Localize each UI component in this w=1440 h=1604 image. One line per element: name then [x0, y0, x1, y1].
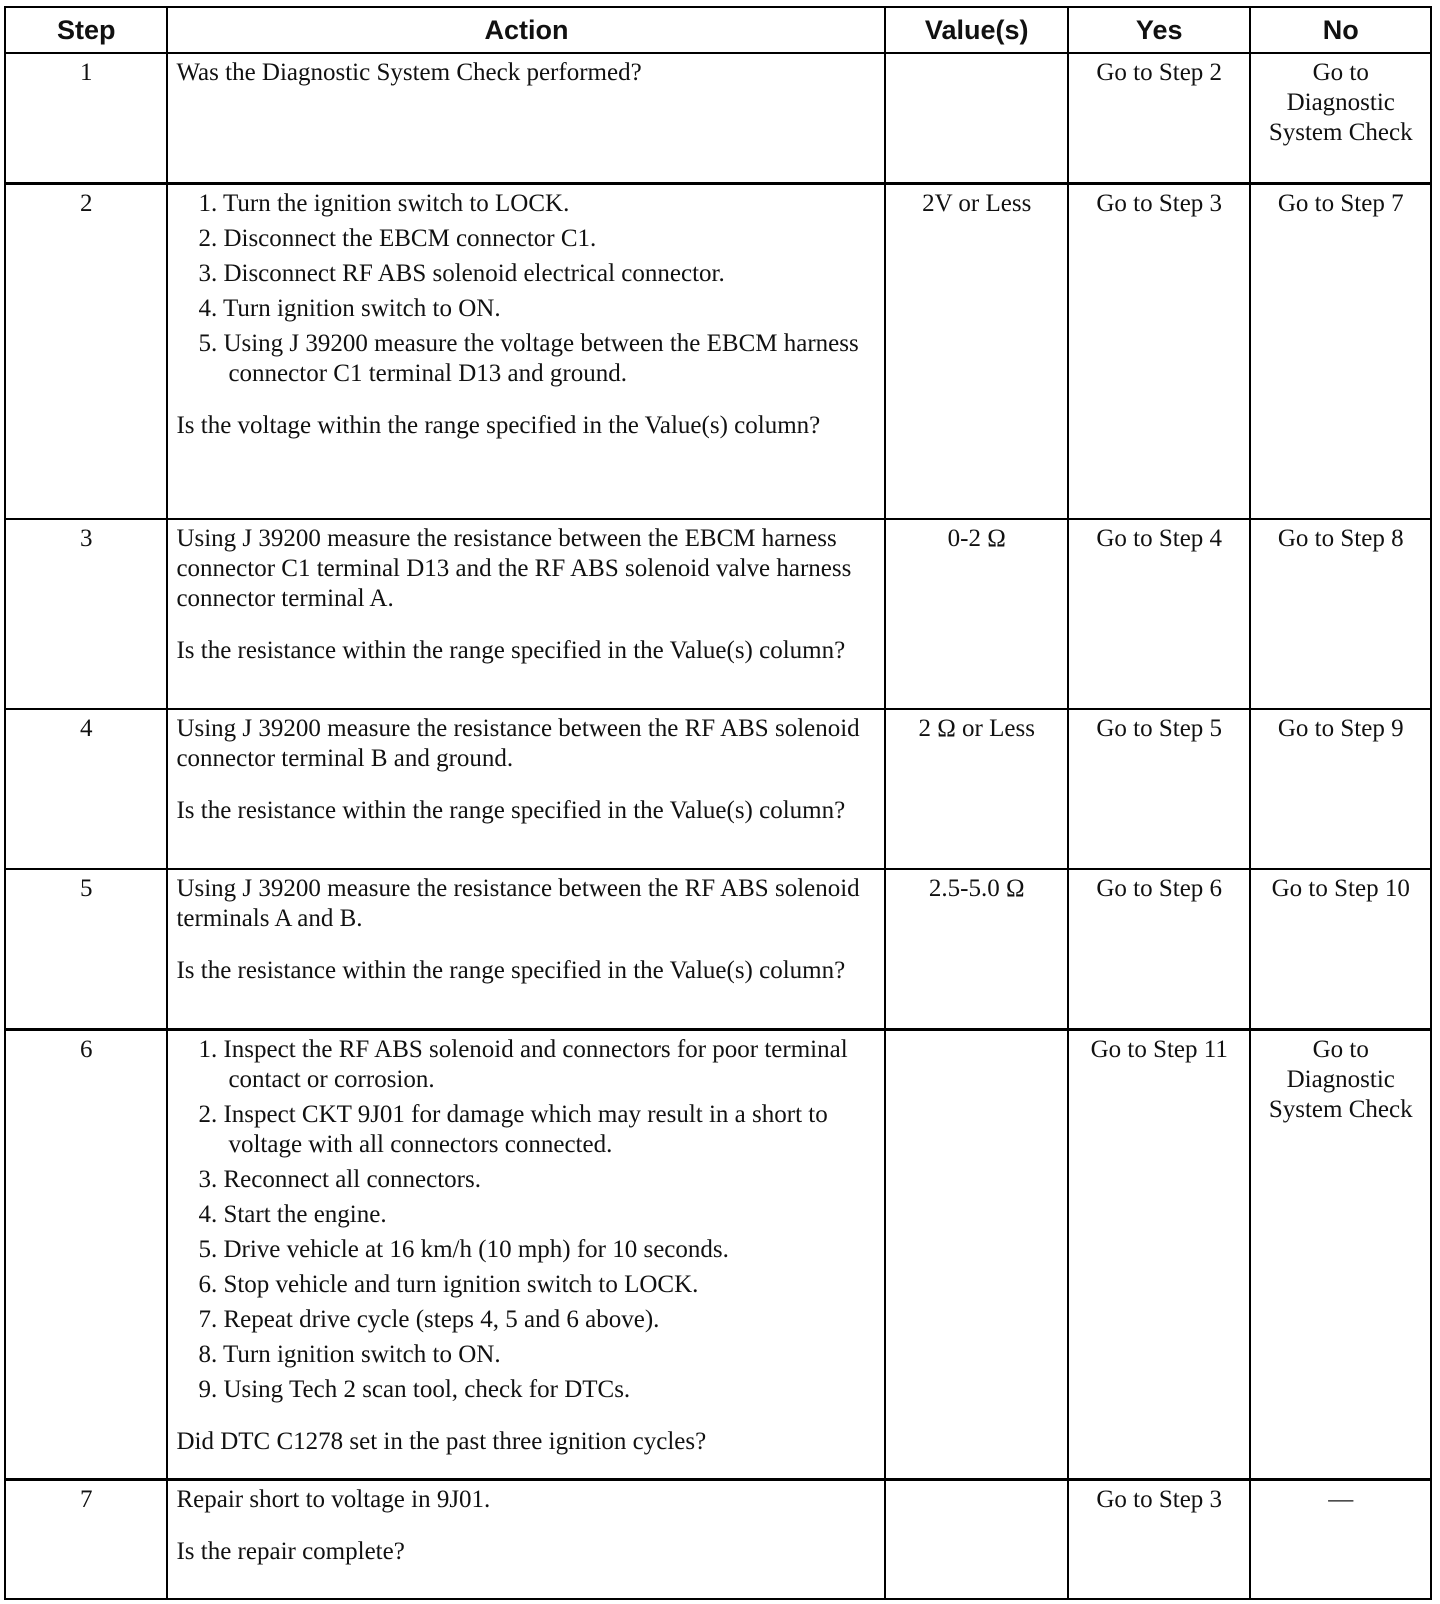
- header-row: [5, 7, 1431, 53]
- header-step: Step: [5, 7, 167, 53]
- question-text: Is the resistance within the range specified in the Value(s) column?: [176, 957, 846, 984]
- substep: 2. Inspect CKT 9J01 for damage which may result in a short to voltage with all connectors connected.: [198, 1100, 828, 1158]
- value-cell: 2V or Less: [885, 183, 1068, 519]
- no-cell: Go to Step 7: [1250, 183, 1431, 519]
- step-number: 6: [5, 1029, 167, 1479]
- no-cell: Go to Step 10: [1250, 869, 1431, 1029]
- no-cell: Go to Diagnostic System Check: [1250, 53, 1431, 183]
- substep: 1. Inspect the RF ABS solenoid and connectors for poor terminal contact or corrosion.: [198, 1035, 848, 1093]
- substep: 6. Stop vehicle and turn ignition switch to LOCK.: [198, 1270, 699, 1298]
- value-cell: 0-2 Ω: [885, 519, 1068, 709]
- action-text: Using J 39200 measure the resistance between the RF ABS solenoid connector terminal B and ground.: [176, 715, 860, 772]
- action-cell: [167, 869, 885, 1029]
- action-text: Repair short to voltage in 9J01.: [176, 1485, 491, 1513]
- substep: 3. Disconnect RF ABS solenoid electrical connector.: [198, 259, 725, 287]
- no-cell: —: [1250, 1479, 1431, 1599]
- action-text: Was the Diagnostic System Check performed?: [176, 59, 642, 86]
- value-cell: 2 Ω or Less: [885, 709, 1068, 869]
- step-number: 4: [5, 709, 167, 869]
- header-yes: Yes: [1068, 7, 1251, 53]
- table-row: [5, 519, 1431, 709]
- substep: 8. Turn ignition switch to ON.: [198, 1340, 501, 1368]
- question-text: Is the repair complete?: [176, 1537, 405, 1565]
- substep: 4. Start the engine.: [198, 1200, 387, 1228]
- step-number: 3: [5, 519, 167, 709]
- substep: 9. Using Tech 2 scan tool, check for DTCs.: [198, 1375, 631, 1403]
- step-number: 7: [5, 1479, 167, 1599]
- action-cell: [167, 1479, 885, 1599]
- step-number: 2: [5, 183, 167, 519]
- substep: 5. Drive vehicle at 16 km/h (10 mph) for 10 seconds.: [198, 1235, 729, 1263]
- yes-cell: Go to Step 6: [1068, 869, 1251, 1029]
- action-cell: [167, 709, 885, 869]
- yes-cell: Go to Step 3: [1068, 1479, 1251, 1599]
- table-row: [5, 53, 1431, 183]
- yes-cell: Go to Step 2: [1068, 53, 1251, 183]
- no-cell: Go to Step 9: [1250, 709, 1431, 869]
- table-row: [5, 1029, 1431, 1479]
- header-values: Value(s): [885, 7, 1068, 53]
- substep-list: [176, 1035, 876, 1405]
- substep: 1. Turn the ignition switch to LOCK.: [198, 189, 570, 217]
- yes-cell: Go to Step 4: [1068, 519, 1251, 709]
- question-text: Is the resistance within the range specified in the Value(s) column?: [176, 637, 846, 664]
- question-text: Is the voltage within the range specified in the Value(s) column?: [176, 411, 821, 439]
- action-cell: [167, 1029, 885, 1479]
- substep: 2. Disconnect the EBCM connector C1.: [198, 224, 597, 252]
- step-number: 5: [5, 869, 167, 1029]
- no-cell: Go to Step 8: [1250, 519, 1431, 709]
- table-row: [5, 709, 1431, 869]
- question-text: Did DTC C1278 set in the past three ignition cycles?: [176, 1427, 707, 1455]
- diagnostic-table: [4, 6, 1432, 1600]
- action-cell: [167, 183, 885, 519]
- substep: 5. Using J 39200 measure the voltage between the EBCM harness connector C1 terminal D13 and ground.: [198, 329, 859, 387]
- yes-cell: Go to Step 3: [1068, 183, 1251, 519]
- value-cell: [885, 1029, 1068, 1479]
- substep: 3. Reconnect all connectors.: [198, 1165, 481, 1193]
- table-row: [5, 869, 1431, 1029]
- table-row: [5, 183, 1431, 519]
- substep: 4. Turn ignition switch to ON.: [198, 294, 501, 322]
- yes-cell: Go to Step 5: [1068, 709, 1251, 869]
- yes-cell: Go to Step 11: [1068, 1029, 1251, 1479]
- substep: 7. Repeat drive cycle (steps 4, 5 and 6 above).: [198, 1305, 660, 1333]
- action-text: Using J 39200 measure the resistance between the EBCM harness connector C1 terminal D13 and the RF ABS solenoid valve harness connector terminal A.: [176, 525, 852, 612]
- action-cell: [167, 519, 885, 709]
- value-cell: [885, 53, 1068, 183]
- no-cell: Go to Diagnostic System Check: [1250, 1029, 1431, 1479]
- header-action: Action: [167, 7, 885, 53]
- table-row: [5, 1479, 1431, 1599]
- question-text: Is the resistance within the range specified in the Value(s) column?: [176, 797, 846, 824]
- value-cell: 2.5-5.0 Ω: [885, 869, 1068, 1029]
- step-number: 1: [5, 53, 167, 183]
- header-no: No: [1250, 7, 1431, 53]
- action-cell: [167, 53, 885, 183]
- value-cell: [885, 1479, 1068, 1599]
- action-text: Using J 39200 measure the resistance between the RF ABS solenoid terminals A and B.: [176, 875, 860, 932]
- substep-list: [176, 189, 876, 389]
